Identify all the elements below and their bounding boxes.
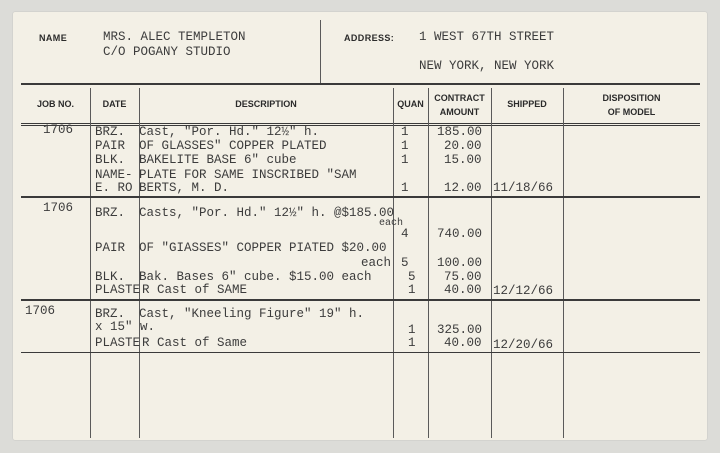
line-amount: 325.00 [437, 323, 483, 337]
line-desc: each [361, 256, 392, 270]
col-divider-desc [393, 88, 394, 438]
entry-separator-1 [21, 196, 700, 198]
entry-separator-2 [21, 299, 700, 301]
line-desc: each [379, 218, 404, 229]
line-shipped: 12/20/66 [493, 338, 554, 352]
line-amount: 40.00 [444, 336, 482, 350]
line-quan: 1 [408, 323, 416, 337]
header-top-rule [21, 83, 700, 85]
line-desc: Cast, "Kneeling Figure" 19" h. [139, 307, 365, 321]
entry-separator-3 [21, 352, 700, 353]
col-header-date: DATE [102, 99, 127, 109]
col-divider-quan [428, 88, 429, 438]
line-amount: 15.00 [444, 153, 482, 167]
line-desc: PLATE FOR SAME INSCRIBED "SAM [139, 168, 357, 182]
line-quan: 1 [401, 125, 409, 139]
line-quan: 1 [401, 181, 409, 195]
line-date: PLASTE [95, 336, 141, 350]
line-date: NAME- [95, 168, 133, 182]
col-header-description: DESCRIPTION [235, 99, 297, 109]
line-quan: 4 [401, 227, 409, 241]
name-line-2: C/O POGANY STUDIO [103, 45, 231, 59]
address-line-2: NEW YORK, NEW YORK [419, 59, 555, 73]
line-date: PAIR [95, 139, 126, 153]
line-desc: Casts, "Por. Hd." 12½" h. @$185.00 [139, 206, 395, 220]
line-shipped: 11/18/66 [493, 181, 554, 195]
name-label: NAME [39, 33, 68, 43]
line-amount: 740.00 [437, 227, 483, 241]
line-date: BLK. [95, 153, 126, 167]
record-card [13, 12, 707, 440]
line-date: BRZ. [95, 206, 126, 220]
line-desc: Bak. Bases 6" cube. $15.00 each [139, 270, 372, 284]
line-amount: 40.00 [444, 283, 482, 297]
line-quan: 1 [408, 336, 416, 350]
col-header-of-model: OF MODEL [607, 107, 656, 117]
address-label: ADDRESS: [344, 33, 395, 43]
col-header-shipped: SHIPPED [507, 99, 547, 109]
address-line-1: 1 WEST 67TH STREET [419, 30, 555, 44]
line-quan: 1 [401, 139, 409, 153]
entry-3-job: 1706 [25, 304, 56, 318]
line-date: BRZ. [95, 307, 126, 321]
col-header-amount: AMOUNT [439, 107, 480, 117]
line-amount: 75.00 [444, 270, 482, 284]
line-desc: w. [140, 320, 156, 334]
entry-1-job: 1706 [43, 123, 74, 137]
header-bottom-rule [21, 123, 700, 124]
entry-2-job: 1706 [43, 201, 74, 215]
line-amount: 20.00 [444, 139, 482, 153]
line-desc: R Cast of SAME [142, 283, 248, 297]
line-desc: BERTS, M. D. [139, 181, 230, 195]
line-date: PAIR [95, 241, 126, 255]
line-shipped: 12/12/66 [493, 284, 554, 298]
col-divider-shipped [563, 88, 564, 438]
line-date: x 15" [95, 320, 133, 334]
line-date: E. RO [95, 181, 133, 195]
line-desc: Cast, "Por. Hd." 12½" h. [139, 125, 320, 139]
name-line-1: MRS. ALEC TEMPLETON [103, 30, 246, 44]
col-header-job: JOB NO. [36, 99, 74, 109]
col-header-disposition: DISPOSITION [602, 93, 661, 103]
line-date: PLASTE [95, 283, 141, 297]
line-desc: BAKELITE BASE 6" cube [139, 153, 297, 167]
line-desc: OF "GIASSES" COPPER PIATED $20.00 [139, 241, 387, 255]
name-address-divider [320, 20, 321, 83]
line-quan: 5 [401, 256, 409, 270]
line-amount: 185.00 [437, 125, 483, 139]
line-quan: 1 [408, 283, 416, 297]
line-quan: 5 [408, 270, 416, 284]
col-divider-amount [491, 88, 492, 438]
col-header-quan: QUAN [397, 99, 424, 109]
line-amount: 12.00 [444, 181, 482, 195]
line-date: BLK. [95, 270, 126, 284]
line-desc: OF GLASSES" COPPER PLATED [139, 139, 327, 153]
line-date: BRZ. [95, 125, 126, 139]
line-desc: R Cast of Same [142, 336, 248, 350]
line-quan: 1 [401, 153, 409, 167]
line-amount: 100.00 [437, 256, 483, 270]
col-divider-job [90, 88, 91, 438]
col-header-contract: CONTRACT [434, 93, 485, 103]
